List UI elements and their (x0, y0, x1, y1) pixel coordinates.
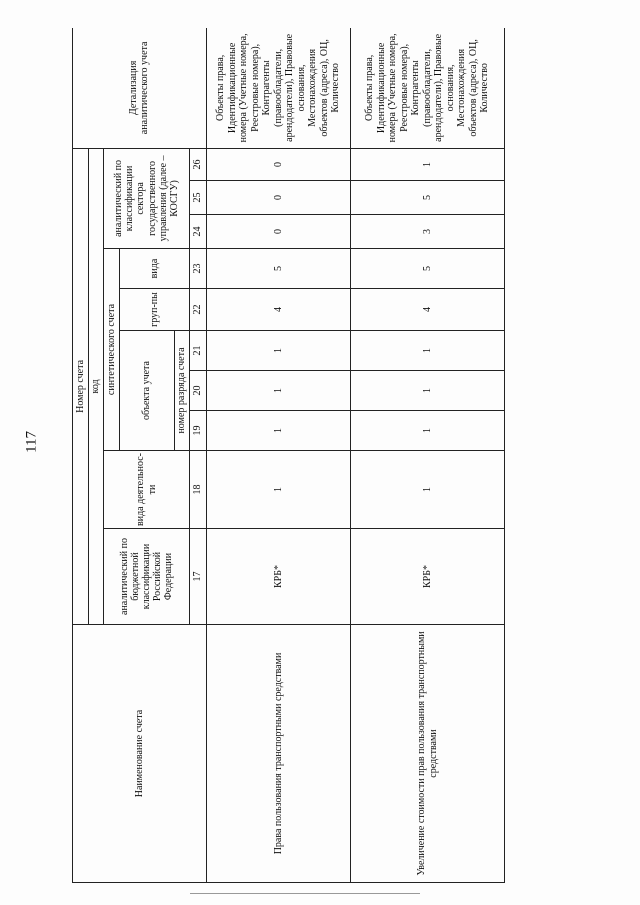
data-cell: 1 (206, 371, 351, 411)
column-number-17: 17 (190, 529, 206, 625)
data-cell: 0 (206, 148, 351, 180)
header-activity-type: вида деятельнос-ти (104, 451, 190, 529)
data-cell: 1 (206, 451, 351, 529)
account-name-cell: Увеличение стоимости прав пользования транспортными средствами (351, 625, 505, 883)
data-cell: 4 (351, 289, 505, 331)
data-cell: 4 (206, 289, 351, 331)
column-number-24: 24 (190, 215, 206, 249)
column-number-20: 20 (190, 371, 206, 411)
table-row (351, 28, 505, 883)
analytics-detail-cell: Объекты права, Идентификационные номера (Учетные номера, Реестровые номера), Контрагенты (правообладатели, арендодатели), Правовые основания, Местонахождения объектов (адреса), ОЦ, Количество (206, 28, 351, 148)
account-name-cell: Права пользования транспортными средствами (206, 625, 351, 883)
header-budget-classification: аналитический по бюджетной классификации Российской Федерации (104, 529, 190, 625)
header-kind: вида (119, 249, 189, 289)
data-cell: 1 (351, 411, 505, 451)
column-number-25: 25 (190, 181, 206, 215)
column-number-26: 26 (190, 148, 206, 180)
data-cell: 1 (351, 148, 505, 180)
analytics-detail-cell: Объекты права, Идентификационные номера (Учетные номера, Реестровые номера), Контрагенты (правообладатели, арендодатели), Правовые основания, Местонахождения объектов (адреса), ОЦ, Количество (351, 28, 505, 148)
rotated-table-container (72, 28, 505, 883)
data-cell: 5 (351, 249, 505, 289)
header-account-name: Наименование счета (73, 625, 207, 883)
column-number-22: 22 (190, 289, 206, 331)
column-number-23: 23 (190, 249, 206, 289)
header-code: код (88, 148, 104, 624)
data-cell: 1 (351, 331, 505, 371)
data-cell: 5 (351, 181, 505, 215)
page-number: 117 (23, 431, 40, 453)
data-cell: 0 (206, 181, 351, 215)
header-analytics-detail: Детализация аналитического учета (73, 28, 207, 148)
data-cell: 1 (351, 451, 505, 529)
header-kosgu: аналитический по классификации сектора государственного управления (далее – КОСГУ) (104, 148, 190, 248)
header-account-number: Номер счета (73, 148, 89, 624)
data-cell: 5 (206, 249, 351, 289)
column-number-18: 18 (190, 451, 206, 529)
data-cell: 3 (351, 215, 505, 249)
header-account-object: объекта учета (119, 331, 174, 451)
scan-edge-line (190, 893, 420, 894)
column-number-21: 21 (190, 331, 206, 371)
header-group: груп-пы (119, 289, 189, 331)
header-category-number: номер разряда счета (174, 331, 190, 451)
data-cell: КРБ* (206, 529, 351, 625)
accounts-table (72, 28, 505, 883)
data-cell: 1 (206, 331, 351, 371)
data-cell: 1 (351, 371, 505, 411)
data-cell: КРБ* (351, 529, 505, 625)
column-number-19: 19 (190, 411, 206, 451)
table-frame (72, 28, 505, 883)
data-cell: 1 (206, 411, 351, 451)
header-synthetic-account: синтетического счета (104, 249, 120, 451)
table-row (206, 28, 351, 883)
data-cell: 0 (206, 215, 351, 249)
